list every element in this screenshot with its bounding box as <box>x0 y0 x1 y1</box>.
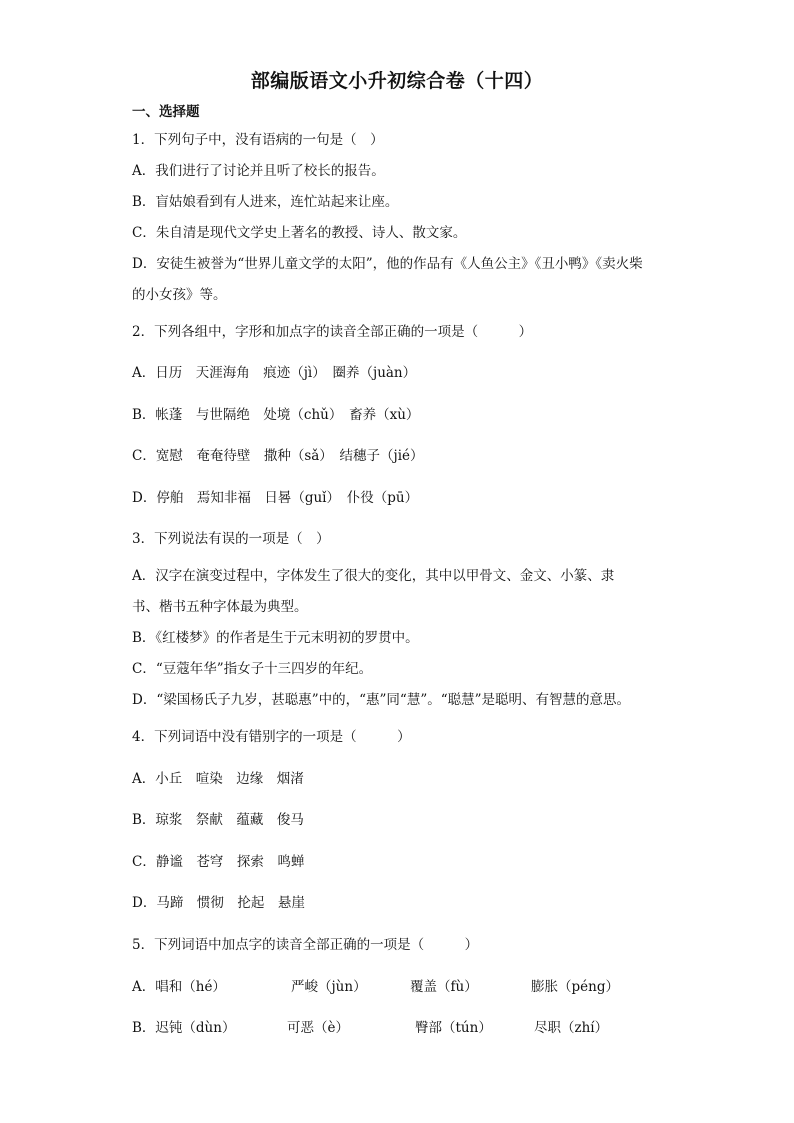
q3-option-a: A．汉字在演变过程中，字体发生了很大的变化，其中以甲骨文、金文、小篆、隶 <box>132 568 615 584</box>
q5-option-b-item-1: B．迟钝（dùn） <box>132 1020 236 1036</box>
q4-option-a: A．小丘 喧染 边缘 烟渚 <box>132 771 304 787</box>
q3-option-d: D．“梁国杨氏子九岁，甚聪惠”中的，“惠”同“慧”。“聪慧”是聪明、有智慧的意思。 <box>132 692 631 708</box>
q3-option-b: B．《红楼梦》的作者是生于元末明初的罗贯中。 <box>132 630 419 646</box>
q5-option-a-item-3: 覆盖（fù） <box>410 979 478 995</box>
q5-option-b-item-2: 可恶（è） <box>287 1020 349 1036</box>
page-title: 部编版语文小升初综合卷（十四） <box>250 70 544 92</box>
q1-option-a: A．我们进行了讨论并且听了校长的报告。 <box>132 163 385 179</box>
q2-option-a: A．日历 天涯海角 痕迹（jì） 圈养（juàn） <box>132 365 417 381</box>
q1-option-c: C．朱自清是现代文学史上著名的教授、诗人、散文家。 <box>132 225 467 241</box>
section-heading: 一、选择题 <box>132 104 200 120</box>
q1-option-d: D．安徒生被誉为“世界儿童文学的太阳”，他的作品有《人鱼公主》《丑小鸭》《卖火柴 <box>132 256 643 272</box>
q2-stem: 2．下列各组中，字形和加点字的读音全部正确的一项是（ ） <box>132 324 533 340</box>
q3-stem: 3．下列说法有误的一项是（ ） <box>132 531 330 547</box>
q1-option-d-cont: 的小女孩》等。 <box>132 287 227 303</box>
q4-option-b: B．琼浆 祭献 蕴藏 俊马 <box>132 812 304 828</box>
q5-stem: 5．下列词语中加点字的读音全部正确的一项是（ ） <box>132 937 479 953</box>
q5-option-b-item-3: 臀部（tún） <box>415 1020 492 1036</box>
q4-option-c: C．静谧 苍穹 探索 鸣蝉 <box>132 854 305 870</box>
q2-option-d: D．停舶 焉知非福 日晷（guǐ） 仆役（pū） <box>132 490 419 506</box>
q5-option-a-item-4: 膨胀（péng） <box>531 979 619 995</box>
q3-option-c: C．“豆蔻年华”指女子十三四岁的年纪。 <box>132 661 373 677</box>
q5-option-a-item-1: A．唱和（hé） <box>132 979 226 995</box>
q4-option-d: D．马蹄 惯彻 抡起 悬崖 <box>132 895 305 911</box>
q5-option-b-item-4: 尽职（zhí） <box>534 1020 609 1036</box>
q1-stem: 1．下列句子中，没有语病的一句是（ ） <box>132 132 384 148</box>
q2-option-c: C．宽慰 奄奄待壁 撒种（sǎ） 结穗子（jié） <box>132 448 424 464</box>
q1-option-b: B．盲姑娘看到有人进来，连忙站起来让座。 <box>132 194 399 210</box>
q2-option-b: B．帐蓬 与世隔绝 处境（chǔ） 畜养（xù） <box>132 407 420 423</box>
q5-option-a-item-2: 严峻（jùn） <box>291 979 367 995</box>
q3-option-a-cont: 书、楷书五种字体最为典型。 <box>132 599 308 615</box>
q4-stem: 4．下列词语中没有错别字的一项是（ ） <box>132 729 411 745</box>
